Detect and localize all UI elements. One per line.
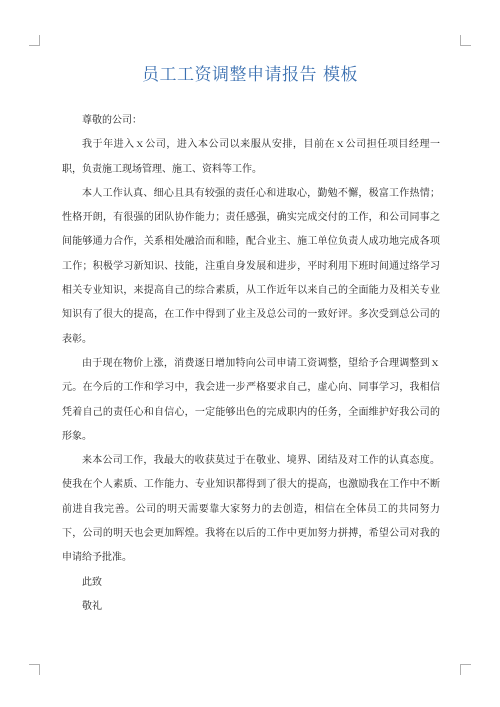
paragraph: 来本公司工作，我最大的收获莫过于在敬业、境界、团结及对工作的认真态度。使我在个人素质、工作能力、专业知识都得到了很大的提高，也激励我在工作中不断前进自我完善。公司的明天需要靠大家努力的去创造，相信在全体员工的共同努力下，公司的明天也会更加辉煌。我将在以后的工作中更加努力拼搏，希望公司对我的申请给予批准。 bbox=[62, 455, 440, 564]
crop-mark-top-left bbox=[29, 35, 40, 46]
crop-mark-top-right bbox=[460, 35, 471, 46]
crop-mark-bottom-left bbox=[29, 664, 40, 675]
closing-line: 敬礼 bbox=[82, 600, 102, 612]
paragraph: 我于年进入ｘ公司，进入本公司以来服从安排，目前在ｘ公司担任项目经理一职，负责施工现场管理、施工、资料等工作。 bbox=[62, 139, 440, 175]
salutation: 尊敬的公司： bbox=[82, 115, 142, 126]
document-title: 员工工资调整申请报告 模板 bbox=[142, 65, 358, 85]
paragraph: 本人工作认真、细心且具有较强的责任心和进取心，勤勉不懈，极富工作热情；性格开朗，有很强的团队协作能力；责任感强，确实完成交付的工作，和公司同事之间能够通力合作，关系相处融洽而和睦，配合业主、施工单位负责人成功地完成各项工作；积极学习新知识、技能，注重自身发展和进步，平时利用下班时间通过络学习相关专业知识，来提高自己的综合素质，从工作近年以来自己的全面能力及相关专业知识有了很大的提高，在工作中得到了业主及总公司的一致好评。多次受到总公司的表彰。 bbox=[62, 187, 440, 345]
document-body bbox=[62, 109, 440, 619]
crop-mark-bottom-right bbox=[460, 664, 471, 675]
closing-line: 此致 bbox=[82, 576, 102, 588]
paragraph: 由于现在物价上涨，消费逐日增加特向公司申请工资调整，望给予合理调整到ｘ元。在今后的工作和学习中，我会进一步严格要求自己，虚心向、同事学习，我相信凭着自己的责任心和自信心，一定能够出色的完成职内的任务，全面维护好我公司的形象。 bbox=[62, 357, 440, 442]
